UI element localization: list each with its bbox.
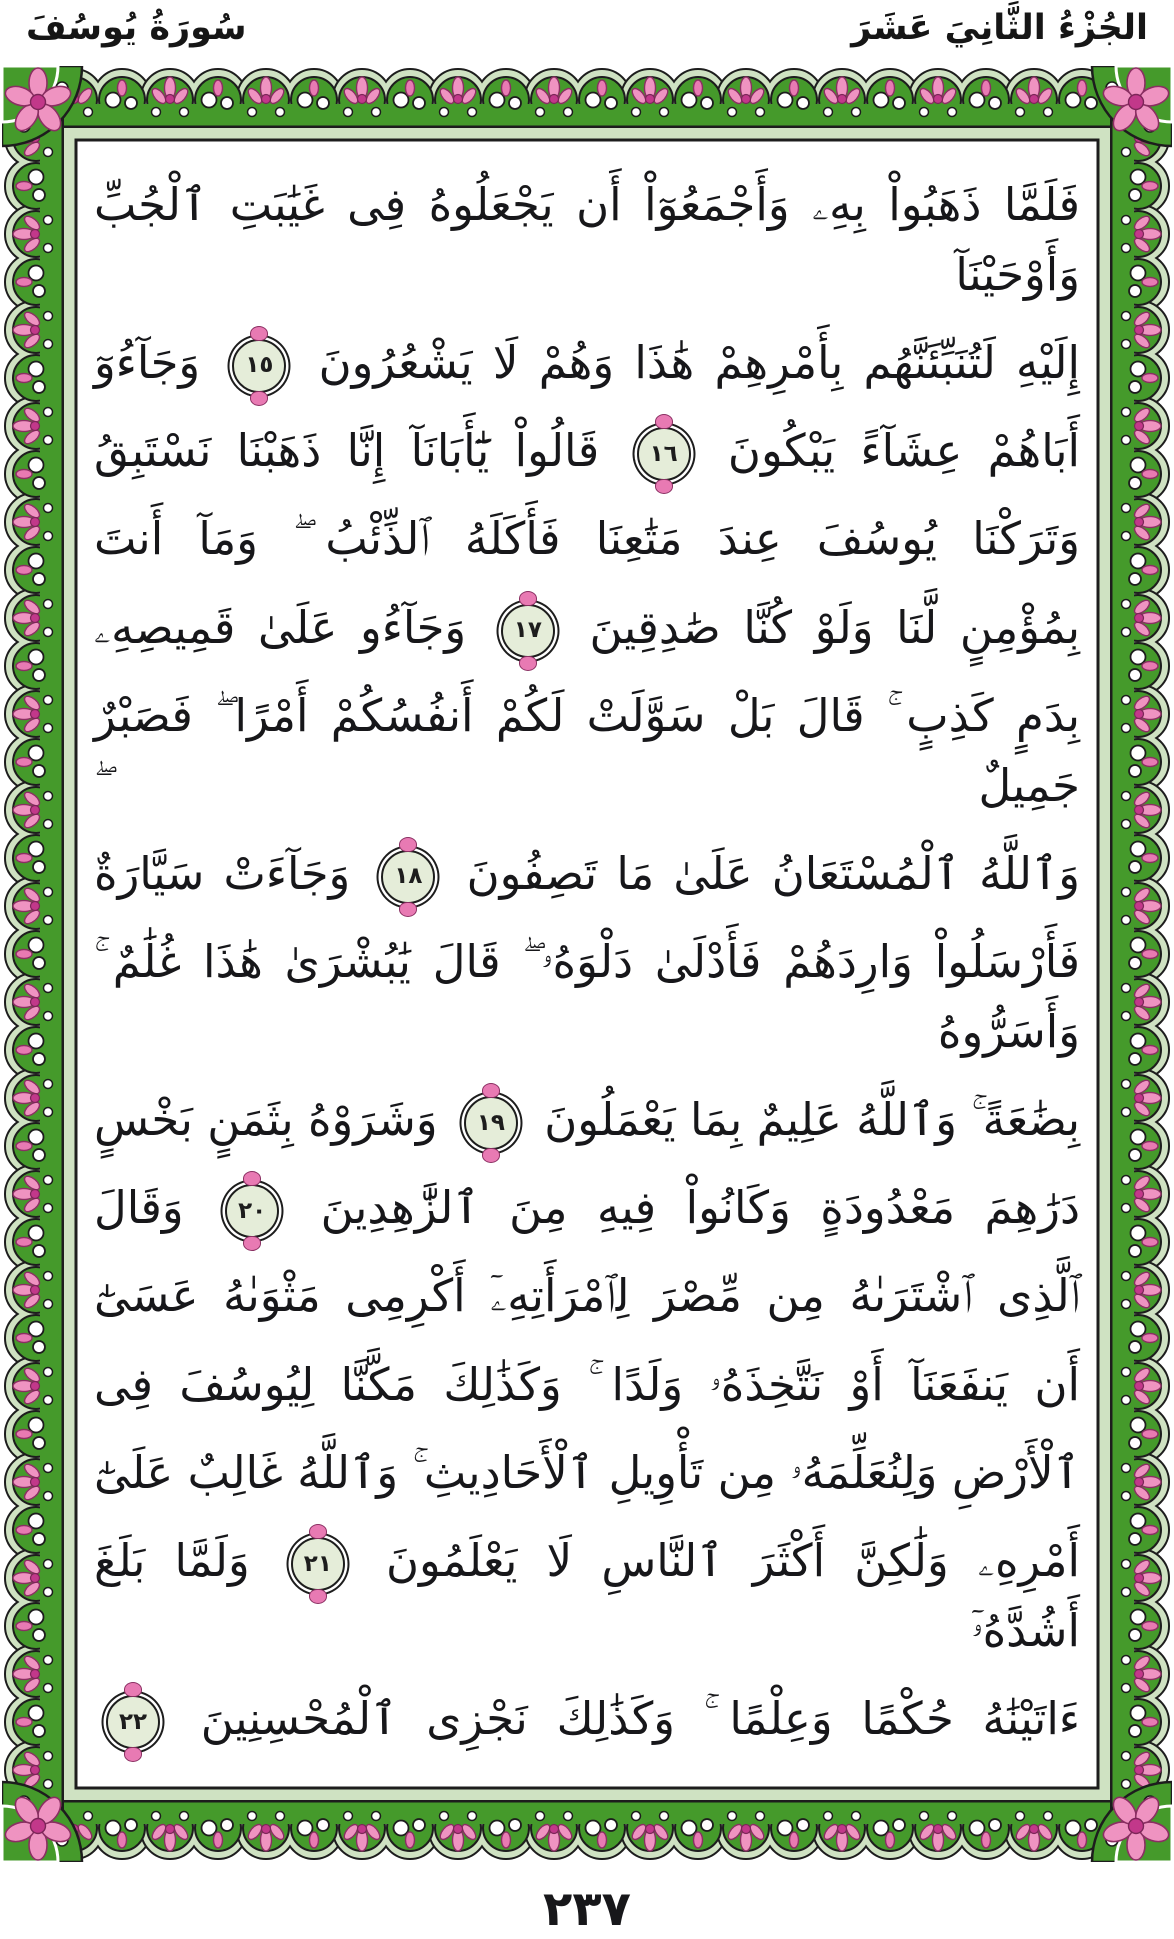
quran-line — [94, 839, 1080, 909]
verse-number: ١٦ — [649, 440, 678, 467]
verse-number-badge — [464, 1096, 518, 1150]
verse-text: دَرَٰهِمَ مَعْدُودَةٍ وَكَانُواْ فِيهِ مِنَ ٱلزَّٰهِدِينَ — [320, 1181, 1080, 1235]
verse-number: ٢١ — [303, 1550, 332, 1577]
verse-number-badge — [501, 604, 555, 658]
quran-line — [94, 1684, 1080, 1754]
page-header — [0, 6, 1174, 52]
quran-line — [94, 170, 1080, 310]
quran-line — [94, 927, 1080, 1067]
verse-number: ٢٢ — [118, 1708, 148, 1735]
verse-text: بِضَٰعَةً ۚ وَٱللَّهُ عَلِيمٌ بِمَا يَعْمَلُونَ — [544, 1093, 1081, 1146]
quran-line — [94, 328, 1080, 398]
verse-number-badge — [232, 339, 286, 393]
verse-text: فَلَمَّا ذَهَبُواْ بِهِۦ وَأَجْمَعُوٓاْ أَن يَجْعَلُوهُ فِى غَيَٰبَتِ ٱلْجُبِّ وَأَوْحَيْنَآ — [94, 178, 1080, 301]
verse-text: وَجَآءُو عَلَىٰ قَمِيصِهِۦ — [94, 600, 467, 654]
verse-number: ١٩ — [476, 1109, 505, 1136]
border-right-strip — [1110, 66, 1172, 1862]
quran-line — [94, 1085, 1080, 1155]
border-left-strip — [2, 66, 64, 1862]
verse-number: ١٨ — [394, 863, 423, 890]
verse-number-badge — [291, 1537, 345, 1591]
juz-title: الجُزْءُ الثَّانِيَ عَشَرَ — [851, 8, 1148, 48]
verse-text: ٱلْأَرْضِ وَلِنُعَلِّمَهُۥ مِن تَأْوِيلِ ٱلْأَحَادِيثِ ۚ وَٱللَّهُ غَالِبٌ عَلَىٰٓ — [94, 1445, 1080, 1499]
border-top-strip — [2, 66, 1172, 128]
quran-line — [94, 681, 1080, 821]
verse-number-badge — [637, 427, 691, 481]
quran-line — [94, 1173, 1080, 1243]
border-bottom-strip — [2, 1800, 1172, 1862]
verse-text: إِلَيْهِ لَتُنَبِّئَنَّهُم بِأَمْرِهِمْ هَٰذَا وَهُمْ لَا يَشْعُرُونَ — [318, 335, 1080, 389]
quran-line — [94, 1438, 1080, 1508]
quran-line — [94, 504, 1080, 574]
verse-text: بِمُؤْمِنٍ لَّنَا وَلَوْ كُنَّا صَٰدِقِينَ — [589, 600, 1080, 654]
verse-number: ١٧ — [513, 617, 542, 644]
verse-text: أَمْرِهِۦ وَلَٰكِنَّ أَكْثَرَ ٱلنَّاسِ لَا يَعْلَمُونَ — [385, 1534, 1080, 1588]
quran-line — [94, 1261, 1080, 1331]
verse-text: وَتَرَكْنَا يُوسُفَ عِندَ مَتَٰعِنَا فَأَكَلَهُ ٱلذِّئْبُ ۖ وَمَآ أَنتَ — [94, 512, 1080, 566]
page-number: ٢٣٧ — [543, 1881, 631, 1937]
surah-title: سُورَةُ يُوسُفَ — [26, 8, 247, 48]
verse-text: أَن يَنفَعَنَآ أَوْ نَتَّخِذَهُۥ وَلَدًا ۚ وَكَذَٰلِكَ مَكَّنَّا لِيُوسُفَ فِى — [94, 1357, 1080, 1411]
verse-text: وَشَرَوْهُ بِثَمَنٍ بَخْسٍ — [94, 1093, 438, 1146]
verse-text: وَلَمَّا بَلَغَ أَشُدَّهُۥٓ — [94, 1534, 1080, 1657]
verse-number-badge — [225, 1184, 279, 1238]
verse-text: بِدَمٍ كَذِبٍ ۚ قَالَ بَلْ سَوَّلَتْ لَكُمْ أَنفُسُكُمْ أَمْرًا ۖ فَصَبْرٌ جَمِيلٌ ۖ — [94, 688, 1080, 812]
quran-line — [94, 593, 1080, 663]
quran-line — [94, 416, 1080, 486]
verse-text: وَجَآءَتْ سَيَّارَةٌ — [94, 846, 351, 900]
verse-text: وَٱللَّهُ ٱلْمُسْتَعَانُ عَلَىٰ مَا تَصِفُونَ — [466, 846, 1081, 900]
quran-text-area — [80, 144, 1094, 1784]
verse-number: ١٥ — [245, 352, 274, 379]
verse-text: ءَاتَيْنَٰهُ حُكْمًا وَعِلْمًا ۚ وَكَذَٰلِكَ نَجْزِى ٱلْمُحْسِنِينَ — [200, 1692, 1080, 1746]
verse-number-badge — [381, 850, 435, 904]
verse-text: ٱلَّذِى ٱشْتَرَىٰهُ مِن مِّصْرَ لِٱمْرَأَتِهِۦٓ أَكْرِمِى مَثْوَىٰهُ عَسَىٰٓ — [94, 1269, 1080, 1323]
verse-number: ٢٠ — [238, 1197, 267, 1224]
quran-line — [94, 1350, 1080, 1420]
verse-text: أَبَاهُمْ عِشَآءً يَبْكُونَ — [727, 424, 1081, 478]
verse-text: فَأَرْسَلُواْ وَارِدَهُمْ فَأَدْلَىٰ دَلْوَهُۥ ۖ قَالَ يَٰبُشْرَىٰ هَٰذَا غُلَٰمٌ ۚ وَأَسَرُّوهُ — [94, 935, 1080, 1058]
quran-line — [94, 1526, 1080, 1666]
verse-text: قَالُواْ يَٰٓأَبَانَآ إِنَّا ذَهَبْنَا نَسْتَبِقُ — [94, 424, 600, 478]
verse-text: وَقَالَ — [94, 1181, 184, 1235]
verse-text: وَجَآءُوٓ — [94, 335, 201, 389]
verse-number-badge — [106, 1695, 160, 1749]
